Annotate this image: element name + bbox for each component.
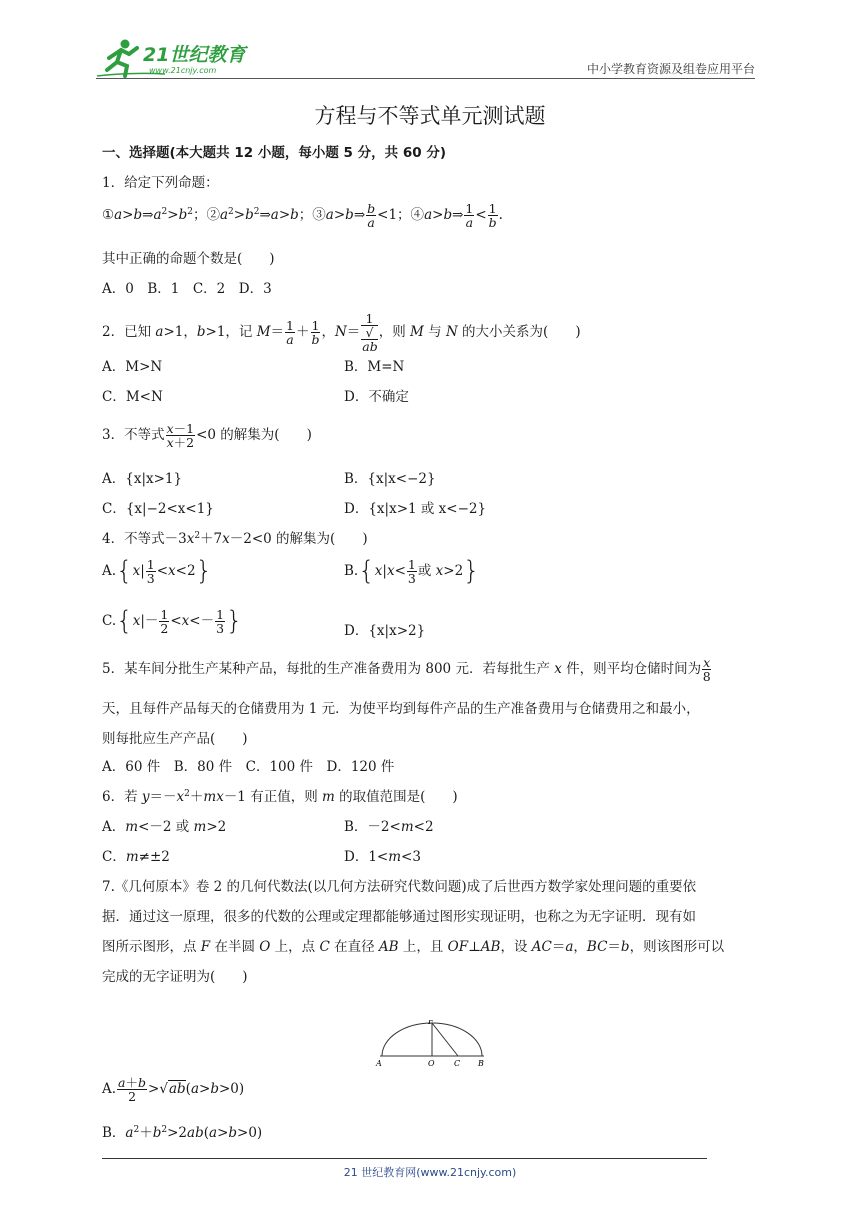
q3-stem: 3．不等式 $\frac{x-1}{x+2}$ <0 的解集为( ) [102, 421, 312, 451]
segment-fc [432, 1023, 458, 1056]
q6-option-a: A．m<－2 或 m>2 [102, 819, 227, 835]
q7-line2: 据．通过这一原理，很多的代数的公理或定理都能够通过图形实现证明，也称之为无字证明．现有如 [102, 909, 696, 925]
q4-option-a: A.{x| $\frac{1}{3}$ <x<2} [102, 556, 213, 587]
label-c: C [454, 1059, 461, 1068]
q2-option-b: B．M=N [344, 359, 405, 375]
q1-propositions: $①a>b\Rightarrow a^2>b^2$；$②a^2>b^2\Rightarrow a>b$；③a>b⇒ $\frac{b}{a}$ <1；④a>b⇒ $\frac{1}{a}$ < $\frac{1}{b}$ . [102, 201, 503, 231]
section-heading: 一、选择题(本大题共 12 小题，每小题 5 分，共 60 分) [102, 145, 447, 161]
q1-ask: 其中正确的命题个数是( ) [102, 251, 275, 267]
q4-option-c: C.{x|－ $\frac{1}{2}$ <x<－ $\frac{1}{3}$ } [102, 606, 243, 637]
q4-stem: 4．不等式$-3x^2+7x-2<0$ 的解集为( ) [102, 531, 368, 547]
label-f: F [428, 1020, 434, 1026]
logo-text: 21世纪教育 [143, 44, 246, 66]
q2-option-d: D．不确定 [344, 389, 409, 405]
q5-options: A．60 件 B．80 件 C．100 件 D．120 件 [102, 759, 395, 775]
q7-line3: 图所示图形，点 F 在半圆 O 上，点 C 在直径 AB 上，且 OF⊥AB，设 AC＝a，BC＝b，则该图形可以 [102, 939, 725, 955]
header-tagline: 中小学教育资源及组卷应用平台 [586, 62, 755, 76]
q2-option-a: A．M>N [102, 359, 163, 375]
q3-option-c: C．{x|−2<x<1} [102, 501, 214, 517]
q6-option-d: D．1<m<3 [344, 849, 421, 865]
header-divider [96, 78, 755, 79]
label-a: A [376, 1059, 382, 1068]
q3-option-d: D．{x|x>1 或 x<−2} [344, 501, 487, 517]
q7-option-b: B．$a^2+b^2>2ab(a>b>0)$ [102, 1125, 263, 1141]
q4-option-d: D．{x|x>2} [344, 623, 426, 639]
footer-divider [102, 1158, 707, 1159]
page-title: 方程与不等式单元测试题 [314, 104, 546, 128]
label-b: B [478, 1059, 484, 1068]
q4-option-b: B.{x|x< $\frac{1}{3}$ 或 x>2} [344, 556, 480, 587]
q7-line1: 7.《几何原本》卷 2 的几何代数法(以几何方法研究代数问题)成了后世西方数学家处理问题的重要依 [102, 879, 697, 895]
q5-line2: 天，且每件产品每天的仓储费用为 1 元．为使平均到每件产品的生产准备费用与仓储费用之和最小， [102, 701, 700, 717]
logo-url: www.21cnjy.com [149, 66, 217, 75]
q7-option-a: A. $\frac{a+b}{2}$ >√ab(a>b>0) [102, 1075, 245, 1105]
q5-line1: 5．某车间分批生产某种产品，每批的生产准备费用为 800 元．若每批生产 x 件，则平均仓储时间为 $\frac{x}{8}$ [102, 655, 711, 685]
q3-option-b: B．{x|x<−2} [344, 471, 436, 487]
q6-option-c: C．m≠±2 [102, 849, 170, 865]
q2-stem: 2．已知 a>1，b>1，记 M＝ $\frac{1}{a}$ ＋ $\frac{1}{b}$ ，N＝ 1 √ ab ，则 M 与 N 的大小关系为( ) [102, 311, 581, 355]
footer-link[interactable]: 21 世纪教育网(www.21cnjy.com) [343, 1166, 517, 1179]
q6-stem: 6．若 $y=-x^2+mx-1$ 有正值，则 m 的取值范围是( ) [102, 789, 458, 805]
q2-option-c: C．M<N [102, 389, 163, 405]
q1-stem: 1．给定下列命题： [102, 175, 219, 191]
logo [95, 36, 265, 80]
q1-options: A．0 B．1 C．2 D．3 [102, 281, 272, 297]
q7-line4: 完成的无字证明为( ) [102, 969, 248, 985]
label-o: O [428, 1059, 435, 1068]
q3-option-a: A．{x|x>1} [102, 471, 183, 487]
semicircle-figure [372, 1020, 492, 1070]
q6-option-b: B．－2<m<2 [344, 819, 434, 835]
q5-line3: 则每批应生产产品( ) [102, 731, 248, 747]
